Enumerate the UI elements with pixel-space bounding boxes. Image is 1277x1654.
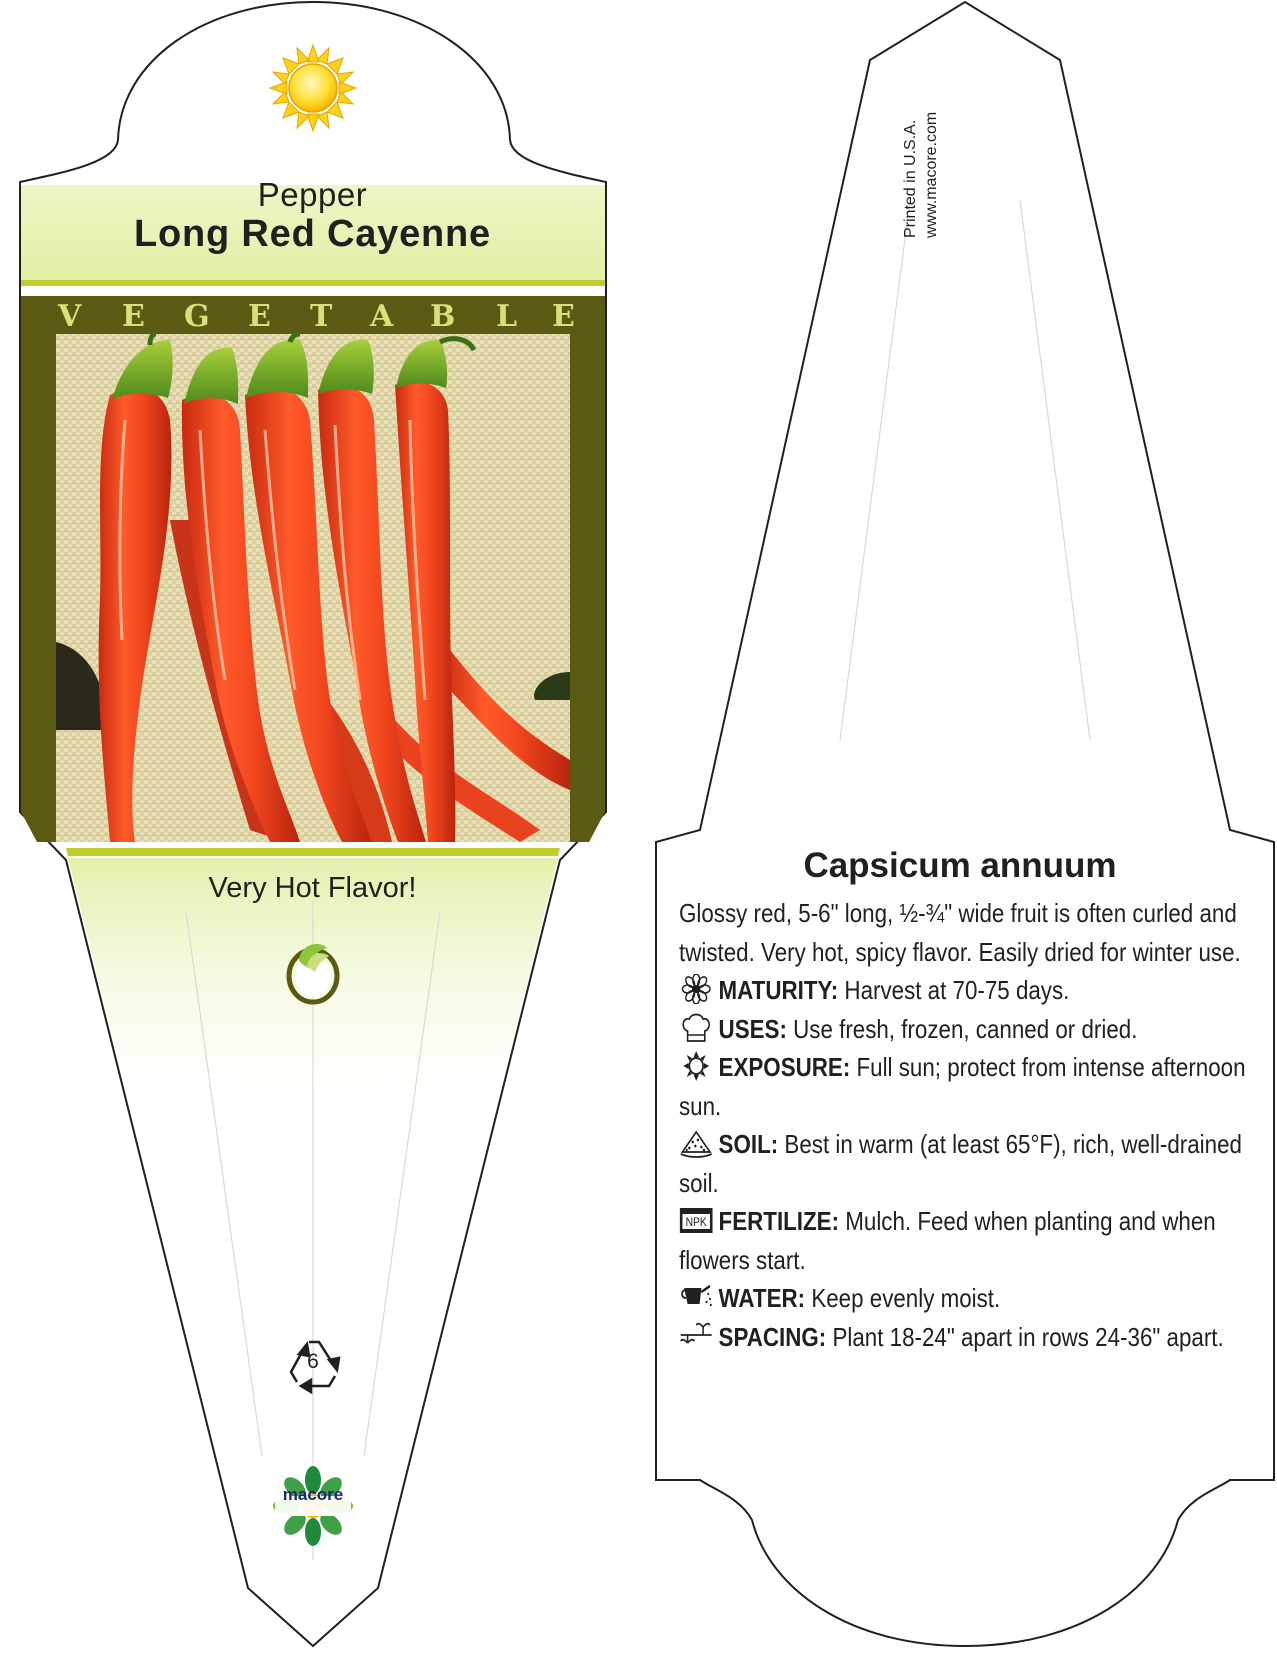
category-letter: B [430,299,456,334]
brand-name: macore [282,1485,344,1504]
seedling-icon [679,1321,713,1351]
category-letter: E [552,299,575,334]
care-text: Use fresh, frozen, canned or dried. [793,1013,1138,1044]
pepper-photo [56,334,570,842]
care-line-uses [679,1010,1260,1049]
sun-icon [679,1051,713,1081]
category-letter: A [370,299,394,334]
npk-icon [679,1205,713,1235]
print-note: Printed in U.S.A. [902,119,919,238]
care-text: Best in warm (at least 65°F), rich, well-drained soil. [679,1129,1242,1198]
print-info [900,8,950,238]
variety-name: Long Red Cayenne [134,213,491,255]
care-text: Plant 18-24" apart in rows 24-36" apart. [832,1321,1224,1352]
care-label: MATURITY: [718,975,839,1005]
care-text: Harvest at 70-75 days. [844,975,1070,1005]
care-label: SOIL: [718,1129,779,1159]
care-line-fertilize [679,1202,1260,1279]
npk-text: NPK [685,1216,707,1230]
sun-icon [270,45,356,131]
care-text: Full sun; protect from intense afternoon sun. [679,1052,1246,1121]
care-line-spacing [679,1318,1260,1357]
care-line-exposure [679,1048,1260,1125]
category-letter: E [122,299,145,334]
care-line-maturity [679,971,1260,1010]
botanical-name: Capsicum annuum [803,846,1117,885]
care-text: Mulch. Feed when planting and when flowers start. [679,1206,1216,1275]
soil-icon [679,1128,713,1158]
category-letter: E [248,299,271,334]
website: www.macore.com [923,111,940,238]
care-label: FERTILIZE: [718,1206,840,1236]
care-label: SPACING: [718,1321,827,1352]
description: Glossy red, 5-6" long, ½-¾" wide fruit is often curled and twisted. Very hot, spicy flavor. Easily dried for winter use. [679,898,1241,967]
common-name: Pepper [257,176,368,213]
care-info [679,894,1260,1356]
recycle-code: 6 [307,1350,319,1373]
header-rule [21,280,605,286]
back-tag [656,2,1274,1646]
photo-bottom-rule [66,848,560,856]
care-label: WATER: [718,1283,806,1313]
care-line-soil [679,1125,1260,1202]
care-line-water [679,1279,1260,1318]
care-label: EXPOSURE: [718,1052,851,1082]
tagline: Very Hot Flavor! [208,872,417,904]
care-text: Keep evenly moist. [811,1283,1001,1313]
back-tag-outline [656,2,1274,1646]
category-letter: T [310,299,333,334]
category-letter: G [184,299,210,334]
chef-hat-icon [679,1013,713,1043]
watering-can-icon [679,1282,713,1312]
category-letter: V [58,299,82,334]
flower-icon [679,974,713,1004]
category-letter: L [496,299,518,334]
care-label: USES: [718,1013,787,1044]
